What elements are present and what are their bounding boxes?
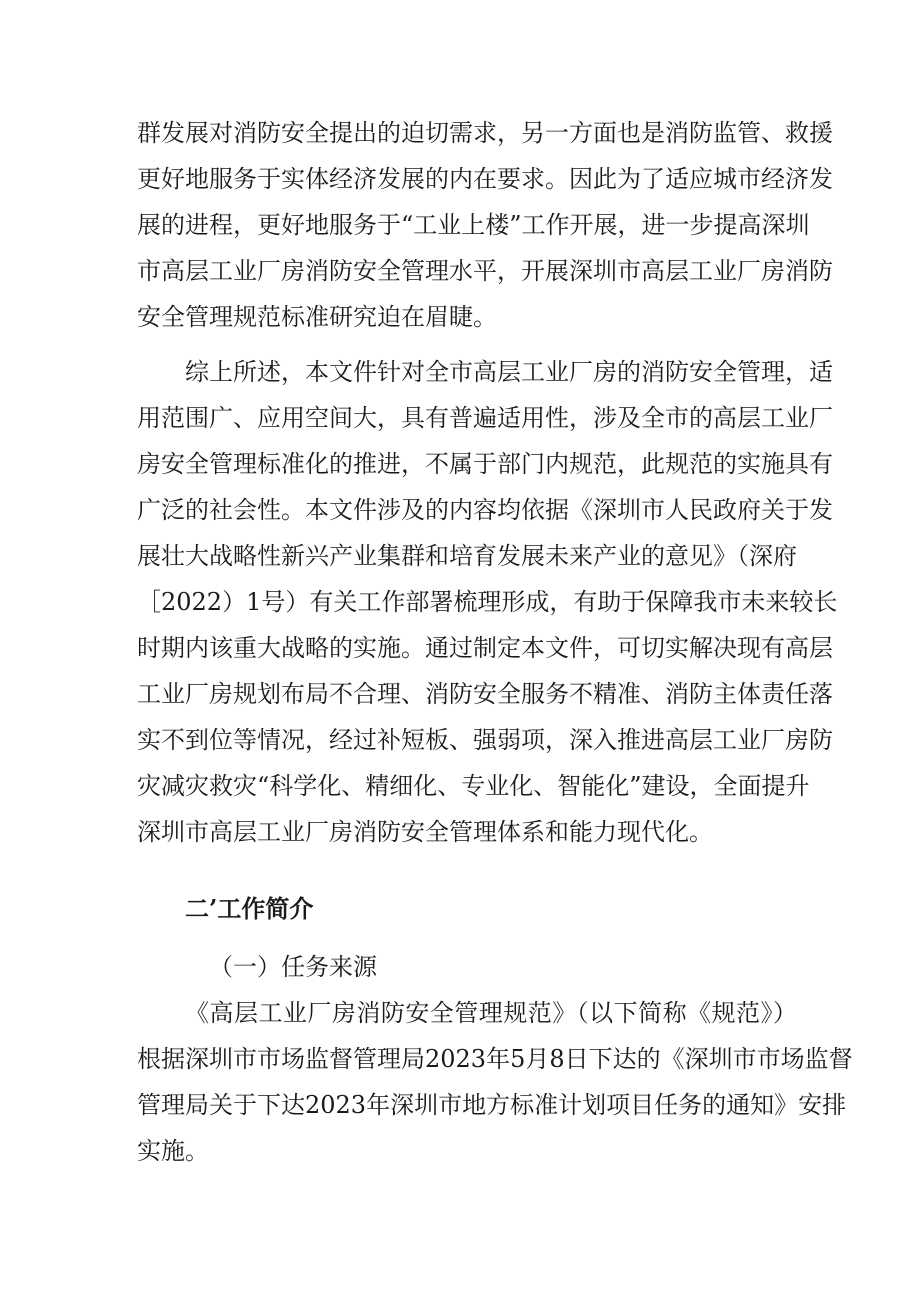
section-heading: 二’工作简介	[185, 894, 314, 923]
document-body	[137, 110, 853, 1174]
text-line: 市高层工业厂房消防安全管理水平，开展深圳市高层工业厂房消防	[137, 257, 833, 285]
text-line: 深圳市高层工业厂房消防安全管理体系和能力现代化。	[137, 818, 713, 846]
text-line: 广泛的社会性。本文件涉及的内容均依据《深圳市人民政府关于发	[137, 496, 833, 524]
text-line: 实施。	[137, 1137, 209, 1165]
text-line: 展的进程，更好地服务于“工业上楼”工作开展，进一步提高深圳	[137, 211, 810, 239]
text-line: 用范围广、应用空间大，具有普遍适用性，涉及全市的高层工业厂	[137, 404, 833, 432]
text-line: 实不到位等情况，经过补短板、强弱项，深入推进高层工业厂房防	[137, 726, 833, 754]
paragraph-summary	[137, 349, 838, 855]
paragraph-task-source	[137, 990, 853, 1174]
text-line: 房安全管理标准化的推进，不属于部门内规范，此规范的实施具有	[137, 450, 833, 478]
text-line: 《高层工业厂房消防安全管理规范》（以下简称《规范》）	[185, 999, 797, 1027]
text-line: 灾减灾救灾“科学化、精细化、专业化、智能化”建设，全面提升	[137, 772, 810, 800]
text-line: 更好地服务于实体经济发展的内在要求。因此为了适应城市经济发	[137, 165, 833, 193]
text-line: 群发展对消防安全提出的迫切需求，另一方面也是消防监管、救援	[137, 119, 833, 147]
text-line: 根据深圳市市场监督管理局2023年5月8日下达的《深圳市市场监督	[137, 1045, 853, 1073]
text-line: 展壮大战略性新兴产业集群和培育发展未来产业的意见》（深府	[137, 542, 797, 570]
text-line: 安全管理规范标准研究迫在眉睫。	[137, 303, 497, 331]
text-line: 管理局关于下达2023年深圳市地方标准计划项目任务的通知》安排	[137, 1091, 847, 1119]
paragraph-demand	[137, 110, 833, 340]
subsection-heading: （一）任务来源	[209, 953, 377, 981]
text-line: ［2022）1号）有关工作部署梳理形成，有助于保障我市未来较长	[137, 588, 838, 616]
text-line: 时期内该重大战略的实施。通过制定本文件，可切实解决现有高层	[137, 634, 833, 662]
text-line: 工业厂房规划布局不合理、消防安全服务不精准、消防主体责任落	[137, 680, 833, 708]
text-line: 综上所述，本文件针对全市高层工业厂房的消防安全管理，适	[185, 358, 833, 386]
